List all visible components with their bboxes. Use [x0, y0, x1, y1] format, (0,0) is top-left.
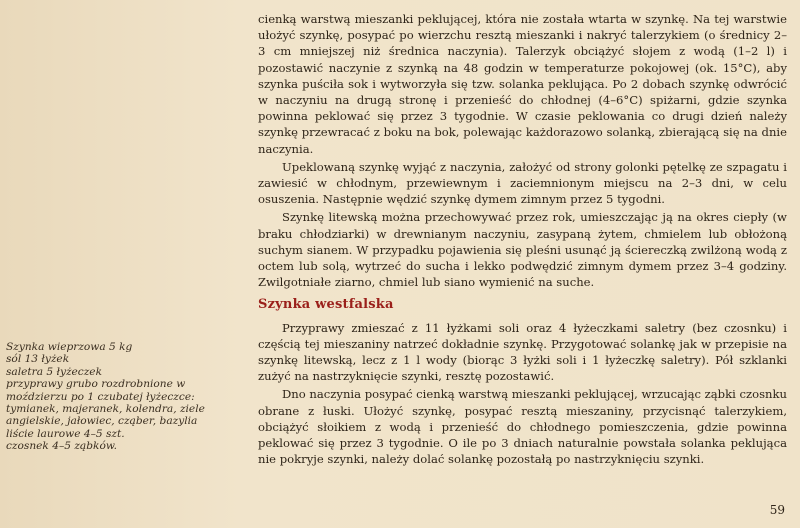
ingredient-line: angielskie, jałowiec, cząber, bazylia [6, 415, 198, 428]
section-heading: Szynka westfalska [258, 297, 394, 313]
ingredient-line: liście laurowe 4–5 szt. [6, 427, 125, 440]
paragraph: Dno naczynia posypać cienką warstwą mieszanki peklującej, wrzucając ząbki czosnku obrane z łuski. Ułożyć szynkę, posypać resztą mieszaniny, przycisnąć talerzykiem, obciążyć słoikiem z wodą i przenieść do chłodnego pomieszczenia, gdzie powinna peklować się przez 3 tygodnie. O ile po 3 dniach naturalnie powstała solanka peklująca nie pokryje szynki, należy dolać solankę pozostałą po nastrzyknięciu szynki. [258, 387, 788, 467]
ingredient-line: Szynka wieprzowa 5 kg [6, 341, 133, 353]
paragraph: Upeklowaną szynkę wyjąć z naczynia, założyć od strony golonki pętelkę ze szpagatu i zawiesić w chłodnym, przewiewnym i zaciemnionym miejscu na 2–3 dni, w celu osuszenia. Następnie wędzić szynkę dymem zimnym przez 5 tygodni. [258, 159, 787, 207]
ingredient-line: przyprawy grubo rozdrobnione w [6, 378, 186, 391]
paragraph: Szynkę litewską można przechowywać przez rok, umieszczając ją na okres ciepły (w braku chłodziarki) w drewnianym naczyniu, zasypaną żytem, chmielem lub obłożoną suchym sianem. W przypadku pojawienia się pleśni usunąć ją ściereczką zwilżoną wodą z octem lub solą, wytrzeć do sucha i lekko podwędzić zimnym dymem przez 3–4 godziny. Zwilgotniałe ziarno, chmiel lub siano wymienić na suche. [258, 210, 787, 290]
page-number: 59 [769, 503, 785, 517]
recipe-text [258, 11, 787, 467]
ingredient-line: saletra 5 łyżeczek [6, 365, 102, 378]
paragraph: cienką warstwą mieszanki peklującej, która nie została wtarta w szynkę. Na tej warstwie ułożyć szynkę, posypać po wierzchu resztą mieszanki i nakryć talerzykiem (o średnicy 2–3 cm mniejszej niż średnica naczynia). Talerzyk obciążyć słojem z wodą (1–2 l) i pozostawić naczynie z szynką na 48 godzin w temperaturze pokojowej (ok. 15°C), aby szynka puściła sok i wytworzyła się tzw. solanka peklująca. Po 2 dobach szynkę odwrócić w naczyniu na drugą stronę i przenieść do chłodnej (4–6°C) spiżarni, gdzie szynka powinna peklować się przez 3 tygodnie. W czasie peklowania co drugi dzień należy szynkę przewracać z boku na bok, polewając każdorazowo solanką, zbierającą się na dnie naczynia. [258, 12, 787, 156]
ingredient-line: moździerzu po 1 czubatej łyżeczce: [6, 390, 195, 403]
ingredient-line: tymianek, majeranek, kolendra, ziele [6, 403, 205, 416]
ingredients-list [6, 341, 232, 453]
ingredient-line: sól 13 łyżek [6, 353, 70, 366]
ingredient-line: czosnek 4–5 ząbków. [6, 440, 118, 453]
paragraph: Przyprawy zmieszać z 11 łyżkami soli oraz 4 łyżeczkami saletry (bez czosnku) i częścią tej mieszaniny natrzeć dokładnie szynkę. Przygotować solankę jak w przepisie na szynkę litewską, lecz z 1 l wody (biorąc 3 łyżki soli i 1 łyżeczkę saletry). Pół szklanki zużyć na nastrzyknięcie szynki, resztę pozostawić. [258, 320, 787, 384]
